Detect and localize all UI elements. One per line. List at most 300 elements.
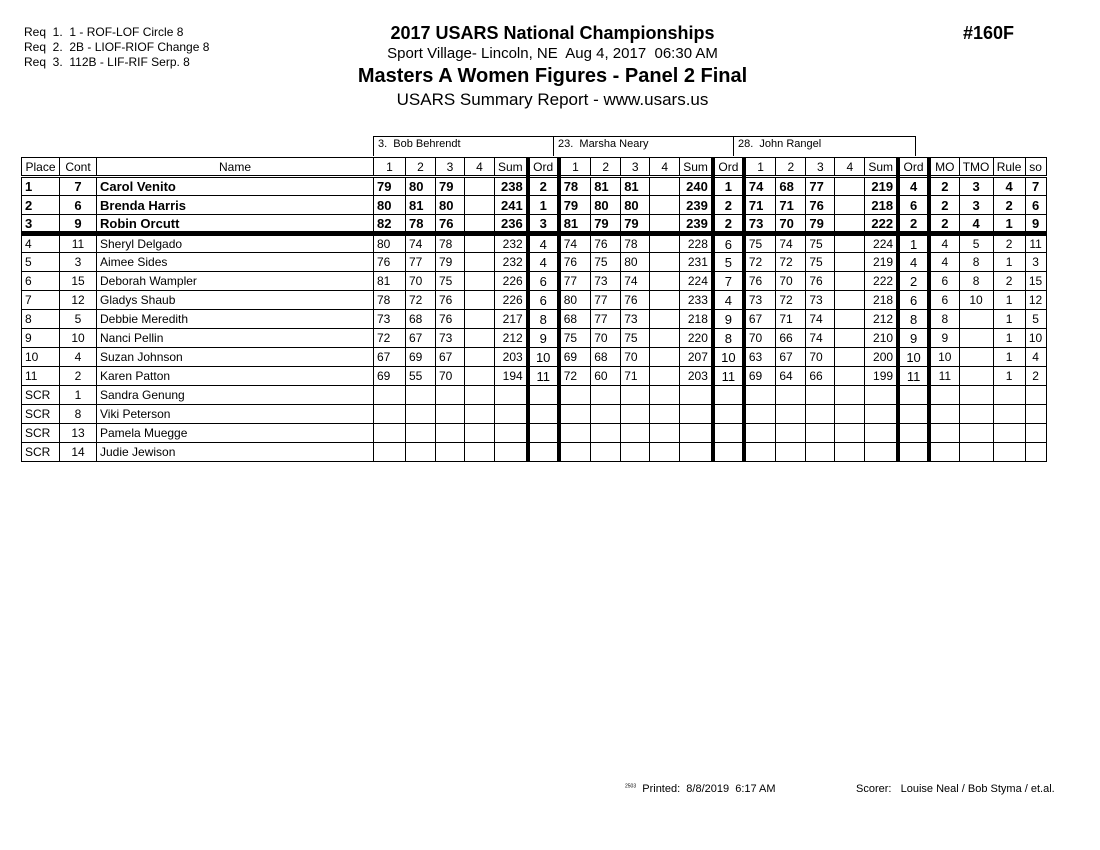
judge2-sum-cell: 231 xyxy=(680,253,713,272)
judge2-score4-cell xyxy=(650,272,680,291)
judge3-sum-cell: 212 xyxy=(865,310,898,329)
col-j3-ord: Ord xyxy=(898,158,929,177)
judge3-ordinal-cell xyxy=(898,443,929,462)
judge1-score2-cell: 74 xyxy=(406,234,436,253)
result-row xyxy=(22,234,1047,253)
judge3-score2-cell: 74 xyxy=(776,234,806,253)
judge3-ordinal-cell xyxy=(898,386,929,405)
judge2-score1-cell: 80 xyxy=(559,291,591,310)
judge1-score3-cell: 67 xyxy=(436,348,465,367)
rule-cell: 2 xyxy=(993,234,1025,253)
judge2-score1-cell: 81 xyxy=(559,215,591,234)
judge3-score1-cell: 72 xyxy=(744,253,776,272)
skate-order-cell: 9 xyxy=(1025,215,1046,234)
judge1-ordinal-cell xyxy=(528,424,559,443)
judge1-score3-cell: 80 xyxy=(436,196,465,215)
judge-header-1: 3. Bob Behrendt xyxy=(373,136,554,156)
judge3-sum-cell xyxy=(865,424,898,443)
majority-ordinal-cell: 10 xyxy=(929,348,959,367)
judge1-ordinal-cell: 4 xyxy=(528,253,559,272)
rule-cell: 1 xyxy=(993,310,1025,329)
judge1-sum-cell: 232 xyxy=(495,253,528,272)
col-mo: MO xyxy=(929,158,959,177)
judge2-score4-cell xyxy=(650,443,680,462)
judge3-score3-cell xyxy=(806,405,835,424)
judge2-score1-cell: 77 xyxy=(559,272,591,291)
result-row xyxy=(22,215,1047,234)
judge1-score1-cell: 80 xyxy=(374,196,406,215)
result-row xyxy=(22,443,1047,462)
skater-name-cell: Debbie Meredith xyxy=(97,310,374,329)
judge3-score1-cell: 73 xyxy=(744,215,776,234)
judge1-score1-cell: 69 xyxy=(374,367,406,386)
judge3-score3-cell xyxy=(806,424,835,443)
judge3-sum-cell: 222 xyxy=(865,215,898,234)
judge2-ordinal-cell xyxy=(713,443,744,462)
contestant-number-cell: 3 xyxy=(60,253,97,272)
rule-cell xyxy=(993,443,1025,462)
printed-info xyxy=(625,783,776,795)
judge2-sum-cell: 233 xyxy=(680,291,713,310)
judge2-score4-cell xyxy=(650,424,680,443)
result-row xyxy=(22,291,1047,310)
judge1-score3-cell: 73 xyxy=(436,329,465,348)
judge1-score1-cell: 67 xyxy=(374,348,406,367)
judge1-score1-cell: 72 xyxy=(374,329,406,348)
judge1-score1-cell xyxy=(374,386,406,405)
judge1-sum-cell: 241 xyxy=(495,196,528,215)
judge3-score3-cell: 74 xyxy=(806,310,835,329)
judge1-score3-cell: 76 xyxy=(436,310,465,329)
judge2-score3-cell: 73 xyxy=(621,310,650,329)
judge2-sum-cell: 218 xyxy=(680,310,713,329)
judge1-score2-cell: 77 xyxy=(406,253,436,272)
judge3-ordinal-cell: 4 xyxy=(898,177,929,196)
skate-order-cell: 4 xyxy=(1025,348,1046,367)
judge3-score4-cell xyxy=(835,367,865,386)
place-cell: 3 xyxy=(22,215,60,234)
skate-order-cell: 11 xyxy=(1025,234,1046,253)
judge3-score4-cell xyxy=(835,196,865,215)
judge3-sum-cell: 224 xyxy=(865,234,898,253)
judge2-sum-cell xyxy=(680,443,713,462)
judge2-score2-cell: 60 xyxy=(591,367,621,386)
judge3-sum-cell xyxy=(865,386,898,405)
judge1-score4-cell xyxy=(465,253,495,272)
event-title: Masters A Women Figures - Panel 2 Final xyxy=(357,65,748,87)
contestant-number-cell: 5 xyxy=(60,310,97,329)
judge1-score4-cell xyxy=(465,196,495,215)
total-majority-ordinal-cell xyxy=(959,329,993,348)
judge2-score3-cell: 80 xyxy=(621,196,650,215)
judge3-score4-cell xyxy=(835,386,865,405)
skater-name-cell: Sandra Genung xyxy=(97,386,374,405)
col-j2-ord: Ord xyxy=(713,158,744,177)
judge1-ordinal-cell: 10 xyxy=(528,348,559,367)
judge1-score1-cell: 78 xyxy=(374,291,406,310)
skater-name-cell: Gladys Shaub xyxy=(97,291,374,310)
judge1-score4-cell xyxy=(465,405,495,424)
judge3-score3-cell xyxy=(806,386,835,405)
judge2-score3-cell xyxy=(621,405,650,424)
skate-order-cell: 5 xyxy=(1025,310,1046,329)
judge3-ordinal-cell: 11 xyxy=(898,367,929,386)
judge1-score3-cell: 79 xyxy=(436,177,465,196)
rule-cell: 1 xyxy=(993,348,1025,367)
skater-name-cell: Robin Orcutt xyxy=(97,215,374,234)
judge2-score2-cell xyxy=(591,443,621,462)
judge1-ordinal-cell: 2 xyxy=(528,177,559,196)
judge3-score3-cell: 76 xyxy=(806,196,835,215)
judge2-score3-cell: 75 xyxy=(621,329,650,348)
place-cell: SCR xyxy=(22,443,60,462)
judge1-sum-cell: 217 xyxy=(495,310,528,329)
judge1-score2-cell xyxy=(406,443,436,462)
judge2-ordinal-cell xyxy=(713,424,744,443)
judge2-score1-cell: 68 xyxy=(559,310,591,329)
skate-order-cell: 6 xyxy=(1025,196,1046,215)
skate-order-cell: 15 xyxy=(1025,272,1046,291)
skate-order-cell xyxy=(1025,443,1046,462)
judge2-score1-cell: 78 xyxy=(559,177,591,196)
judge3-score4-cell xyxy=(835,310,865,329)
venue-date: Sport Village- Lincoln, NE Aug 4, 2017 06:30 AM xyxy=(387,45,718,62)
judge2-sum-cell: 228 xyxy=(680,234,713,253)
skate-order-cell: 3 xyxy=(1025,253,1046,272)
judge2-ordinal-cell: 11 xyxy=(713,367,744,386)
rule-cell: 1 xyxy=(993,329,1025,348)
judge1-sum-cell: 226 xyxy=(495,291,528,310)
judge2-score4-cell xyxy=(650,177,680,196)
total-majority-ordinal-cell: 8 xyxy=(959,253,993,272)
judge3-score3-cell: 79 xyxy=(806,215,835,234)
judge3-score1-cell: 73 xyxy=(744,291,776,310)
rule-cell xyxy=(993,424,1025,443)
required-figures-list xyxy=(24,25,209,70)
judge2-score3-cell: 76 xyxy=(621,291,650,310)
judge1-ordinal-cell xyxy=(528,405,559,424)
col-j1-ord: Ord xyxy=(528,158,559,177)
judge2-sum-cell: 207 xyxy=(680,348,713,367)
judge2-sum-cell: 224 xyxy=(680,272,713,291)
judge1-score4-cell xyxy=(465,424,495,443)
judge3-score2-cell: 70 xyxy=(776,215,806,234)
judge1-sum-cell xyxy=(495,443,528,462)
result-row xyxy=(22,367,1047,386)
judge1-sum-cell: 203 xyxy=(495,348,528,367)
judge3-ordinal-cell: 6 xyxy=(898,196,929,215)
judge3-score2-cell xyxy=(776,443,806,462)
judge3-score2-cell: 66 xyxy=(776,329,806,348)
judge3-score2-cell xyxy=(776,424,806,443)
judge1-score4-cell xyxy=(465,443,495,462)
skater-name-cell: Pamela Muegge xyxy=(97,424,374,443)
skate-order-cell xyxy=(1025,424,1046,443)
contestant-number-cell: 1 xyxy=(60,386,97,405)
judge3-score1-cell: 75 xyxy=(744,234,776,253)
col-j2-s1: 1 xyxy=(559,158,591,177)
place-cell: 1 xyxy=(22,177,60,196)
majority-ordinal-cell xyxy=(929,443,959,462)
report-subtitle: USARS Summary Report - www.usars.us xyxy=(396,90,709,109)
result-row xyxy=(22,348,1047,367)
result-row xyxy=(22,310,1047,329)
judge1-ordinal-cell: 3 xyxy=(528,215,559,234)
judge2-score1-cell: 72 xyxy=(559,367,591,386)
printed-timestamp: Printed: 8/8/2019 6:17 AM xyxy=(642,783,776,795)
place-cell: 2 xyxy=(22,196,60,215)
judge3-ordinal-cell: 1 xyxy=(898,234,929,253)
judge1-score1-cell: 81 xyxy=(374,272,406,291)
total-majority-ordinal-cell: 4 xyxy=(959,215,993,234)
judge2-ordinal-cell: 1 xyxy=(713,177,744,196)
judge2-sum-cell: 220 xyxy=(680,329,713,348)
total-majority-ordinal-cell: 8 xyxy=(959,272,993,291)
contestant-number-cell: 2 xyxy=(60,367,97,386)
judge2-score1-cell xyxy=(559,424,591,443)
judge1-score3-cell: 75 xyxy=(436,272,465,291)
judge1-score3-cell: 76 xyxy=(436,215,465,234)
judge2-ordinal-cell: 6 xyxy=(713,234,744,253)
judge1-score2-cell: 68 xyxy=(406,310,436,329)
judge3-score3-cell: 77 xyxy=(806,177,835,196)
place-cell: 6 xyxy=(22,272,60,291)
col-so: so xyxy=(1025,158,1046,177)
judge3-score1-cell: 74 xyxy=(744,177,776,196)
judge3-score2-cell: 68 xyxy=(776,177,806,196)
majority-ordinal-cell: 9 xyxy=(929,329,959,348)
judge1-sum-cell: 212 xyxy=(495,329,528,348)
judge3-ordinal-cell: 2 xyxy=(898,215,929,234)
col-j2-s3: 3 xyxy=(621,158,650,177)
rule-cell: 4 xyxy=(993,177,1025,196)
majority-ordinal-cell: 2 xyxy=(929,177,959,196)
scorer-info: Scorer: Louise Neal / Bob Styma / et.al. xyxy=(856,783,1055,795)
skater-name-cell: Carol Venito xyxy=(97,177,374,196)
judge1-sum-cell xyxy=(495,386,528,405)
total-majority-ordinal-cell: 5 xyxy=(959,234,993,253)
contestant-number-cell: 12 xyxy=(60,291,97,310)
total-majority-ordinal-cell: 3 xyxy=(959,196,993,215)
judge1-score4-cell xyxy=(465,310,495,329)
judge2-score2-cell: 73 xyxy=(591,272,621,291)
judge1-score2-cell: 69 xyxy=(406,348,436,367)
judge3-score1-cell xyxy=(744,405,776,424)
skater-name-cell: Nanci Pellin xyxy=(97,329,374,348)
total-majority-ordinal-cell xyxy=(959,424,993,443)
judge3-score3-cell xyxy=(806,443,835,462)
majority-ordinal-cell: 6 xyxy=(929,272,959,291)
judge1-score2-cell: 67 xyxy=(406,329,436,348)
judge3-score3-cell: 70 xyxy=(806,348,835,367)
skate-order-cell xyxy=(1025,386,1046,405)
judge3-score1-cell: 76 xyxy=(744,272,776,291)
judge2-score2-cell: 70 xyxy=(591,329,621,348)
judge1-score3-cell: 79 xyxy=(436,253,465,272)
judge2-score3-cell: 71 xyxy=(621,367,650,386)
championship-title: 2017 USARS National Championships xyxy=(390,23,715,43)
place-cell: 11 xyxy=(22,367,60,386)
judge3-score1-cell: 63 xyxy=(744,348,776,367)
judge2-ordinal-cell: 7 xyxy=(713,272,744,291)
rule-cell: 2 xyxy=(993,272,1025,291)
judge2-score2-cell xyxy=(591,386,621,405)
col-name: Name xyxy=(97,158,374,177)
results-table xyxy=(21,157,1047,462)
judge3-ordinal-cell: 8 xyxy=(898,310,929,329)
rule-cell: 1 xyxy=(993,253,1025,272)
judge2-score2-cell: 77 xyxy=(591,310,621,329)
judge1-score4-cell xyxy=(465,272,495,291)
judge3-score4-cell xyxy=(835,177,865,196)
contestant-number-cell: 8 xyxy=(60,405,97,424)
judge2-ordinal-cell: 2 xyxy=(713,215,744,234)
contestant-number-cell: 10 xyxy=(60,329,97,348)
judge1-sum-cell: 226 xyxy=(495,272,528,291)
judge1-sum-cell: 194 xyxy=(495,367,528,386)
judge2-score3-cell xyxy=(621,386,650,405)
judge1-score4-cell xyxy=(465,386,495,405)
col-j2-s2: 2 xyxy=(591,158,621,177)
judge2-score3-cell: 80 xyxy=(621,253,650,272)
majority-ordinal-cell xyxy=(929,424,959,443)
judge1-ordinal-cell: 9 xyxy=(528,329,559,348)
judge2-score2-cell: 79 xyxy=(591,215,621,234)
judge3-score1-cell xyxy=(744,424,776,443)
judge1-score4-cell xyxy=(465,291,495,310)
judge3-score2-cell: 67 xyxy=(776,348,806,367)
judge2-score2-cell xyxy=(591,405,621,424)
judge1-score1-cell: 76 xyxy=(374,253,406,272)
judge1-score4-cell xyxy=(465,215,495,234)
judge3-score1-cell: 71 xyxy=(744,196,776,215)
judge2-score2-cell xyxy=(591,424,621,443)
place-cell: 8 xyxy=(22,310,60,329)
majority-ordinal-cell: 2 xyxy=(929,215,959,234)
judge3-score2-cell: 71 xyxy=(776,196,806,215)
judge2-sum-cell: 240 xyxy=(680,177,713,196)
judge1-score1-cell xyxy=(374,443,406,462)
judge2-score4-cell xyxy=(650,196,680,215)
judge2-score4-cell xyxy=(650,367,680,386)
judge1-score1-cell xyxy=(374,424,406,443)
judge1-score3-cell xyxy=(436,386,465,405)
judge1-score3-cell: 76 xyxy=(436,291,465,310)
judge3-sum-cell: 199 xyxy=(865,367,898,386)
judge3-score1-cell: 67 xyxy=(744,310,776,329)
skate-order-cell: 2 xyxy=(1025,367,1046,386)
judge1-ordinal-cell: 4 xyxy=(528,234,559,253)
judge3-score4-cell xyxy=(835,253,865,272)
judge3-score2-cell: 72 xyxy=(776,291,806,310)
judge2-score4-cell xyxy=(650,291,680,310)
judge2-score1-cell: 74 xyxy=(559,234,591,253)
judge2-sum-cell xyxy=(680,405,713,424)
contestant-number-cell: 11 xyxy=(60,234,97,253)
judge1-score3-cell xyxy=(436,405,465,424)
judge3-score1-cell: 69 xyxy=(744,367,776,386)
result-row xyxy=(22,424,1047,443)
total-majority-ordinal-cell: 3 xyxy=(959,177,993,196)
judge1-ordinal-cell: 6 xyxy=(528,291,559,310)
judge3-score2-cell xyxy=(776,405,806,424)
judge2-score3-cell: 74 xyxy=(621,272,650,291)
total-majority-ordinal-cell xyxy=(959,443,993,462)
judge3-sum-cell xyxy=(865,443,898,462)
judge1-ordinal-cell: 6 xyxy=(528,272,559,291)
skater-name-cell: Judie Jewison xyxy=(97,443,374,462)
judge2-score4-cell xyxy=(650,405,680,424)
rule-cell xyxy=(993,386,1025,405)
judge1-score4-cell xyxy=(465,329,495,348)
judge-header-3: 28. John Rangel xyxy=(733,136,916,156)
skater-name-cell: Karen Patton xyxy=(97,367,374,386)
judge2-score3-cell xyxy=(621,424,650,443)
skate-order-cell: 10 xyxy=(1025,329,1046,348)
skate-order-cell xyxy=(1025,405,1046,424)
judge1-score1-cell: 79 xyxy=(374,177,406,196)
judge1-score1-cell: 73 xyxy=(374,310,406,329)
judge2-ordinal-cell xyxy=(713,405,744,424)
place-cell: 4 xyxy=(22,234,60,253)
result-row xyxy=(22,253,1047,272)
judge1-sum-cell xyxy=(495,424,528,443)
judge3-ordinal-cell: 2 xyxy=(898,272,929,291)
judge3-score3-cell: 73 xyxy=(806,291,835,310)
col-j3-sum: Sum xyxy=(865,158,898,177)
skate-order-cell: 7 xyxy=(1025,177,1046,196)
total-majority-ordinal-cell: 10 xyxy=(959,291,993,310)
column-header-row xyxy=(22,158,1047,177)
col-j2-sum: Sum xyxy=(680,158,713,177)
majority-ordinal-cell xyxy=(929,386,959,405)
skater-name-cell: Suzan Johnson xyxy=(97,348,374,367)
judge2-score4-cell xyxy=(650,329,680,348)
col-j3-s4: 4 xyxy=(835,158,865,177)
judge1-score2-cell: 81 xyxy=(406,196,436,215)
judge2-sum-cell: 239 xyxy=(680,196,713,215)
judge2-sum-cell xyxy=(680,424,713,443)
judge2-score3-cell: 78 xyxy=(621,234,650,253)
place-cell: SCR xyxy=(22,405,60,424)
report-header xyxy=(330,22,775,111)
skate-order-cell: 12 xyxy=(1025,291,1046,310)
judge1-score4-cell xyxy=(465,177,495,196)
col-j2-s4: 4 xyxy=(650,158,680,177)
judge1-score3-cell xyxy=(436,443,465,462)
judge1-score2-cell xyxy=(406,405,436,424)
majority-ordinal-cell: 4 xyxy=(929,253,959,272)
judge2-ordinal-cell: 4 xyxy=(713,291,744,310)
total-majority-ordinal-cell xyxy=(959,348,993,367)
majority-ordinal-cell: 6 xyxy=(929,291,959,310)
judge3-score3-cell: 75 xyxy=(806,253,835,272)
judge1-ordinal-cell: 1 xyxy=(528,196,559,215)
col-j3-s2: 2 xyxy=(776,158,806,177)
judge2-score3-cell xyxy=(621,443,650,462)
judge3-ordinal-cell: 6 xyxy=(898,291,929,310)
judge2-score2-cell: 81 xyxy=(591,177,621,196)
judge1-score3-cell xyxy=(436,424,465,443)
contestant-number-cell: 15 xyxy=(60,272,97,291)
judge1-score1-cell: 82 xyxy=(374,215,406,234)
total-majority-ordinal-cell xyxy=(959,386,993,405)
result-row xyxy=(22,386,1047,405)
judge2-score4-cell xyxy=(650,253,680,272)
total-majority-ordinal-cell xyxy=(959,405,993,424)
judge1-sum-cell xyxy=(495,405,528,424)
skater-name-cell: Sheryl Delgado xyxy=(97,234,374,253)
